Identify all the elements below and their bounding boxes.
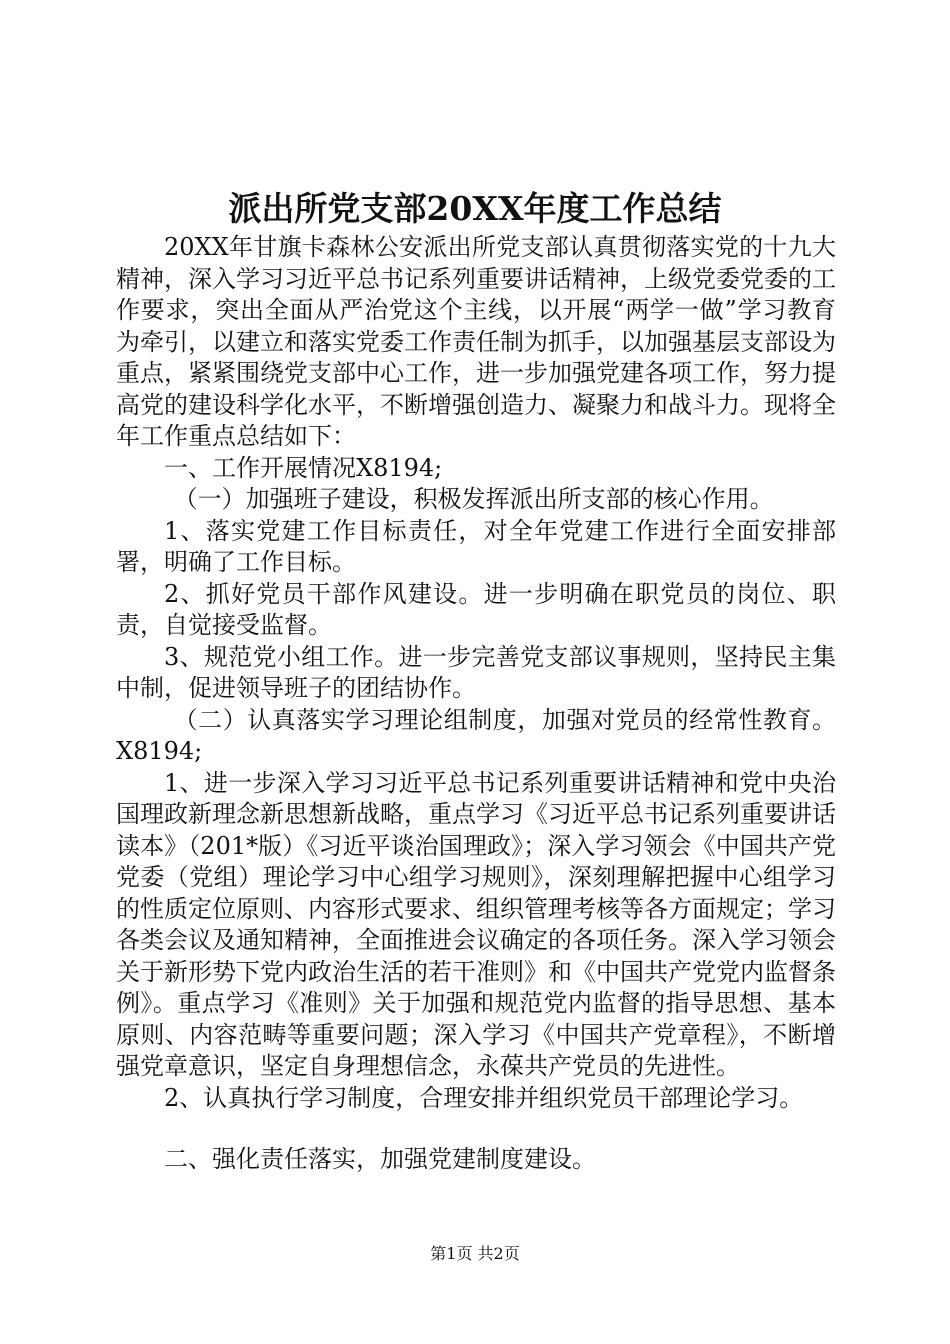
paragraph-item: 2、抓好党员干部作风建设。进一步明确在职党员的岗位、职责，自觉接受监督。 [116,579,836,639]
paragraph-spacer [116,1114,836,1144]
paragraph-item: 3、规范党小组工作。进一步完善党支部议事规则，坚持民主集中制，促进领导班子的团结协作。 [116,642,836,702]
paragraph-item: 1、进一步深入学习习近平总书记系列重要讲话精神和党中央治国理政新理念新思想新战略，重点学习《习近平总书记系列重要讲话读本》（201*版）《习近平谈治国理政》；深入学习领会《中国共产党党委（党组）理论学习中心组学习规则》，深刻理解把握中心组学习的性质定位原则、内容形式要求、组织管理考核等各方面规定；学习各类会议及通知精神，全面推进会议确定的各项任务。深入学习领会关于新形势下党内政治生活的若干准则》和《中国共产党党内监督条例》。重点学习《准则》关于加强和规范党内监督的指导思想、基本原则、内容范畴等重要问题；深入学习《中国共产党章程》，不断增强党章意识，坚定自身理想信念，永葆共产党员的先进性。 [116,768,836,1080]
page-footer: 第1页 共2页 [430,1244,520,1263]
paragraph-item: 2、认真执行学习制度，合理安排并组织党员干部理论学习。 [164,1083,804,1112]
subsection-heading-1: （一）加强班子建设，积极发挥派出所支部的核心作用。 [173,485,774,513]
section-heading-2: 二、强化责任落实，加强党建制度建设。 [164,1145,596,1173]
document-body [116,232,836,1176]
intro-paragraph: 20XX年甘旗卡森林公安派出所党支部认真贯彻落实党的十九大精神，深入学习习近平总书记系列重要讲话精神，上级党委党委的工作要求，突出全面从严治党这个主线，以开展“两学一做”学习教育为牵引，以建立和落实党委工作责任制为抓手，以加强基层支部设为重点，紧紧围绕党支部中心工作，进一步加强党建各项工作，努力提高党的建设科学化水平，不断增强创造力、凝聚力和战斗力。现将全年工作重点总结如下： [116,233,836,450]
document-title: 派出所党支部20XX年度工作总结 [228,189,722,228]
paragraph-item: 1、落实党建工作目标责任，对全年党建工作进行全面安排部署，明确了工作目标。 [116,516,836,576]
subsection-heading-2: （二）认真落实学习理论组制度，加强对党员的经常性教育。X8194; [116,705,836,765]
section-heading-1: 一、工作开展情况X8194; [164,453,443,482]
